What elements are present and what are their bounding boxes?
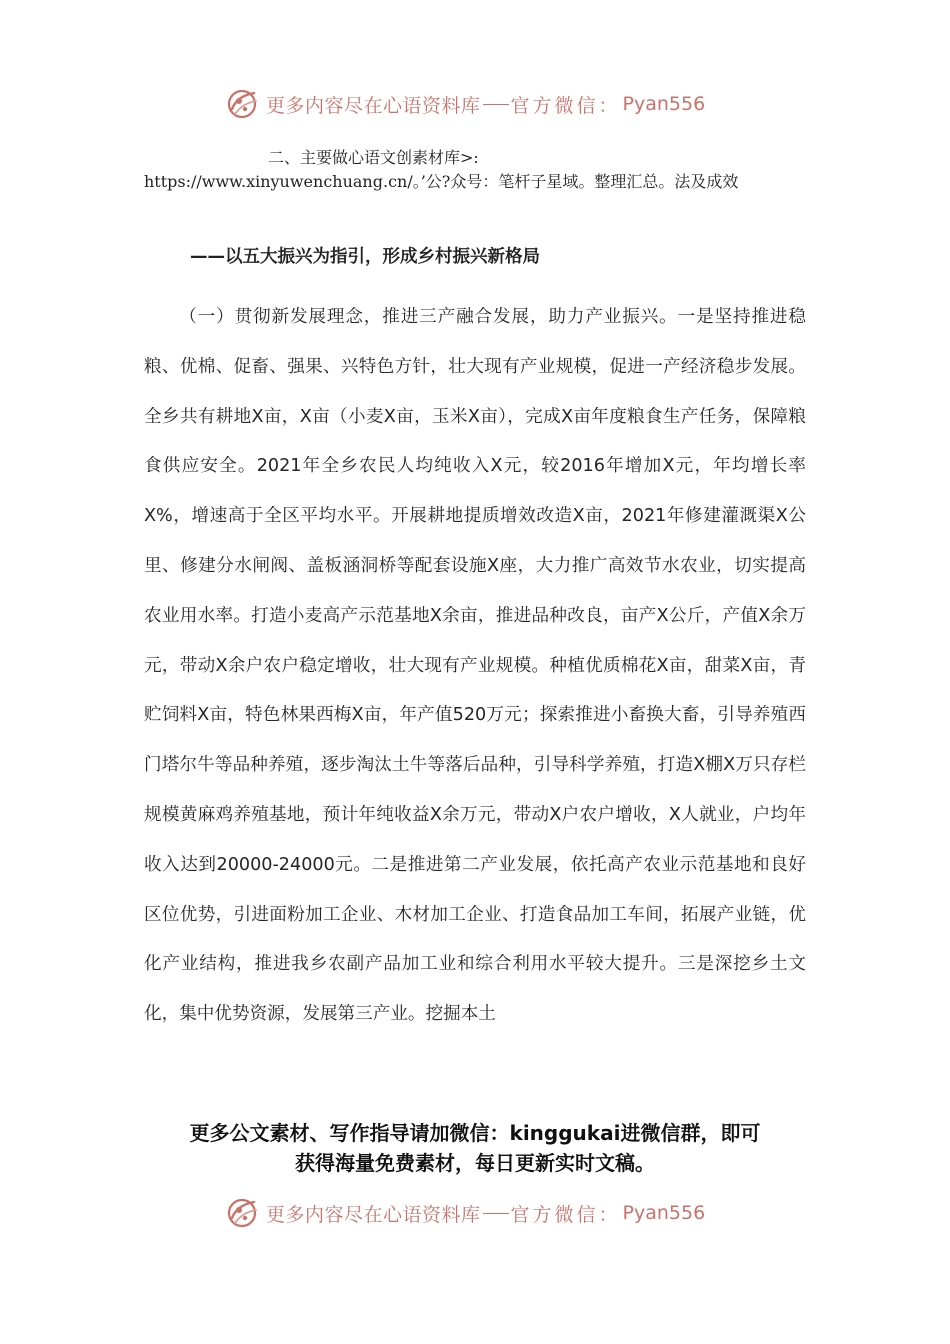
banner-library-text: 更多内容尽在心语资料库 bbox=[266, 1203, 481, 1226]
library-logo-icon bbox=[226, 87, 260, 121]
banner-account-label: 官方微信： bbox=[510, 94, 621, 117]
body-paragraph: （一）贯彻新发展理念，推进三产融合发展，助力产业振兴。一是坚持推进稳粮、优棉、促畜、强果、兴特色方针，壮大现有产业规模，促进一产经济稳步发展。全乡共有耕地X亩，X亩（小麦X亩，玉米X亩），完成X亩年度粮食生产任务，保障粮食供应安全。2021年全乡农民人均纯收入X元，较2016年增加X元，年均增长率X%，增速高于全区平均水平。开展耕地提质增效改造X亩，2021年修建灌溉渠X公里、修建分水闸阀、盖板涵洞桥等配套设施X座，大力推广高效节水农业，切实提高农业用水率。打造小麦高产示范基地X余亩，推进品种改良，亩产X公斤，产值X余万元，带动X余户农户稳定增收，壮大现有产业规模。种植优质棉花X亩，甜菜X亩，青贮饲料X亩，特色林果西梅X亩，年产值520万元；探索推进小畜换大畜，引导养殖西门塔尔牛等品种养殖，逐步淘汰土牛等落后品种，引导科学养殖，打造X棚X万只存栏规模黄麻鸡养殖基地，预计年纯收益X余万元，带动X户农户增收，X人就业，户均年收入达到20000-24000元。二是推进第二产业发展，依托高产农业示范基地和良好区位优势，引进面粉加工企业、木材加工企业、打造食品加工车间，拓展产业链，优化产业结构，推进我乡农副产品加工业和综合利用水平较大提升。三是深挖乡土文化，集中优势资源，发展第三产业。挖掘本土 bbox=[144, 307, 806, 1025]
banner-dash-divider bbox=[483, 104, 509, 105]
header-watermark-banner bbox=[226, 86, 705, 122]
promo-line-1: 更多公文素材、写作指导请加微信：kinggukai进微信群，即可 bbox=[189, 1121, 761, 1145]
banner-account-label: 官方微信： bbox=[510, 1203, 621, 1226]
banner-account-id: Pyan556 bbox=[622, 1202, 706, 1224]
library-logo-icon bbox=[226, 1196, 260, 1230]
section-subtitle: ——以五大振兴为指引，形成乡村振兴新格局 bbox=[190, 247, 540, 267]
intro-url-line: https://www.xinyuwenchuang.cn/。’公?众号：笔杆子星域。整理汇总。法及成效 bbox=[144, 172, 739, 191]
banner-dash-divider bbox=[483, 1213, 509, 1214]
banner-library-text: 更多内容尽在心语资料库 bbox=[266, 94, 481, 117]
intro-block bbox=[144, 146, 804, 194]
promo-line-2: 获得海量免费素材，每日更新实时文稿。 bbox=[295, 1151, 655, 1175]
promo-notice bbox=[140, 1118, 810, 1178]
intro-heading-line: 二、主要做心语文创素材库>: bbox=[268, 148, 479, 167]
banner-account-id: Pyan556 bbox=[622, 93, 706, 115]
footer-watermark-banner bbox=[226, 1195, 705, 1231]
